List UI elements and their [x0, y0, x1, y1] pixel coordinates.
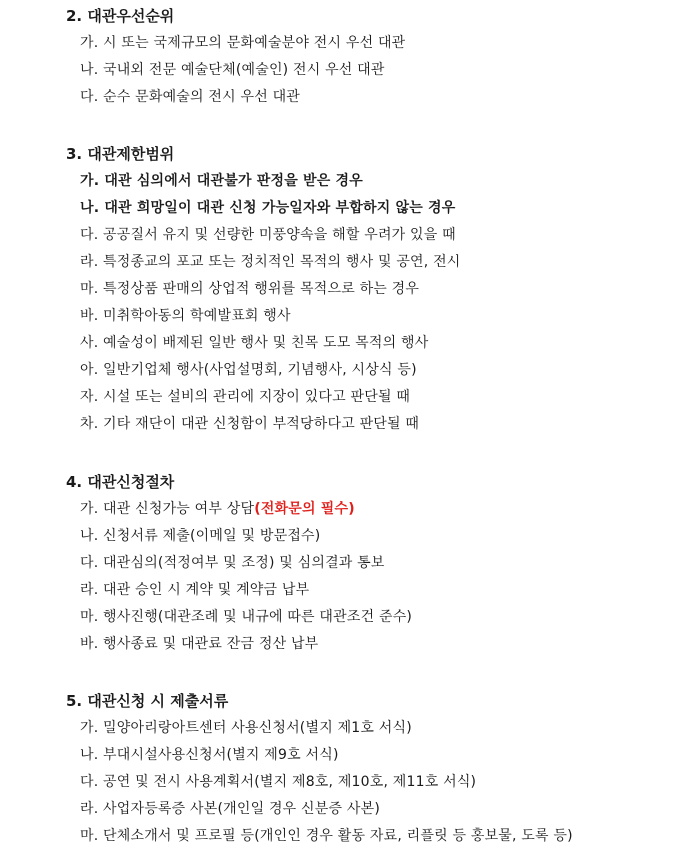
list-item: 다. 순수 문화예술의 전시 우선 대관	[80, 89, 301, 105]
section-3-title: 3. 대관제한범위	[66, 145, 175, 163]
list-item: 나. 부대시설사용신청서(별지 제9호 서식)	[80, 747, 339, 763]
list-item: 가. 밀양아리랑아트센터 사용신청서(별지 제1호 서식)	[80, 720, 412, 736]
list-item	[80, 499, 355, 519]
list-item: 라. 특정종교의 포교 또는 정치적인 목적의 행사 및 공연, 전시	[80, 254, 461, 270]
list-item: 다. 대관심의(적정여부 및 조정) 및 심의결과 통보	[80, 555, 385, 571]
list-item: 마. 단체소개서 및 프로필 등(개인인 경우 활동 자료, 리플릿 등 홍보물, 도록 등)	[80, 828, 573, 844]
list-item: 바. 미취학아동의 학예발표회 행사	[80, 308, 291, 324]
list-item: 마. 특정상품 판매의 상업적 행위를 목적으로 하는 경우	[80, 281, 420, 297]
list-item: 바. 행사종료 및 대관료 잔금 정산 납부	[80, 636, 319, 652]
list-item: 가. 대관 심의에서 대관불가 판정을 받은 경우	[80, 173, 363, 189]
list-item: 가. 시 또는 국제규모의 문화예술분야 전시 우선 대관	[80, 35, 406, 51]
list-item: 자. 시설 또는 설비의 관리에 지장이 있다고 판단될 때	[80, 389, 411, 405]
section-5-title: 5. 대관신청 시 제출서류	[66, 692, 229, 710]
section-4-title: 4. 대관신청절차	[66, 473, 175, 491]
list-item: 다. 공공질서 유지 및 선량한 미풍양속을 해할 우려가 있을 때	[80, 227, 456, 243]
list-item: 차. 기타 재단이 대관 신청함이 부적당하다고 판단될 때	[80, 416, 420, 432]
list-item: 라. 사업자등록증 사본(개인일 경우 신분증 사본)	[80, 801, 380, 817]
phone-required-note: (전화문의 필수)	[254, 501, 355, 517]
list-item: 마. 행사진행(대관조례 및 내규에 따른 대관조건 준수)	[80, 609, 413, 625]
list-item: 아. 일반기업체 행사(사업설명회, 기념행사, 시상식 등)	[80, 362, 417, 378]
list-item: 나. 국내외 전문 예술단체(예술인) 전시 우선 대관	[80, 62, 385, 78]
list-item: 사. 예술성이 배제된 일반 행사 및 친목 도모 목적의 행사	[80, 335, 429, 351]
list-item-text: 가. 대관 신청가능 여부 상담	[80, 501, 255, 517]
list-item: 다. 공연 및 전시 사용계획서(별지 제8호, 제10호, 제11호 서식)	[80, 774, 477, 790]
list-item: 라. 대관 승인 시 계약 및 계약금 납부	[80, 582, 310, 598]
list-item: 나. 신청서류 제출(이메일 및 방문접수)	[80, 528, 321, 544]
section-2-title: 2. 대관우선순위	[66, 7, 175, 25]
list-item: 나. 대관 희망일이 대관 신청 가능일자와 부합하지 않는 경우	[80, 200, 456, 216]
